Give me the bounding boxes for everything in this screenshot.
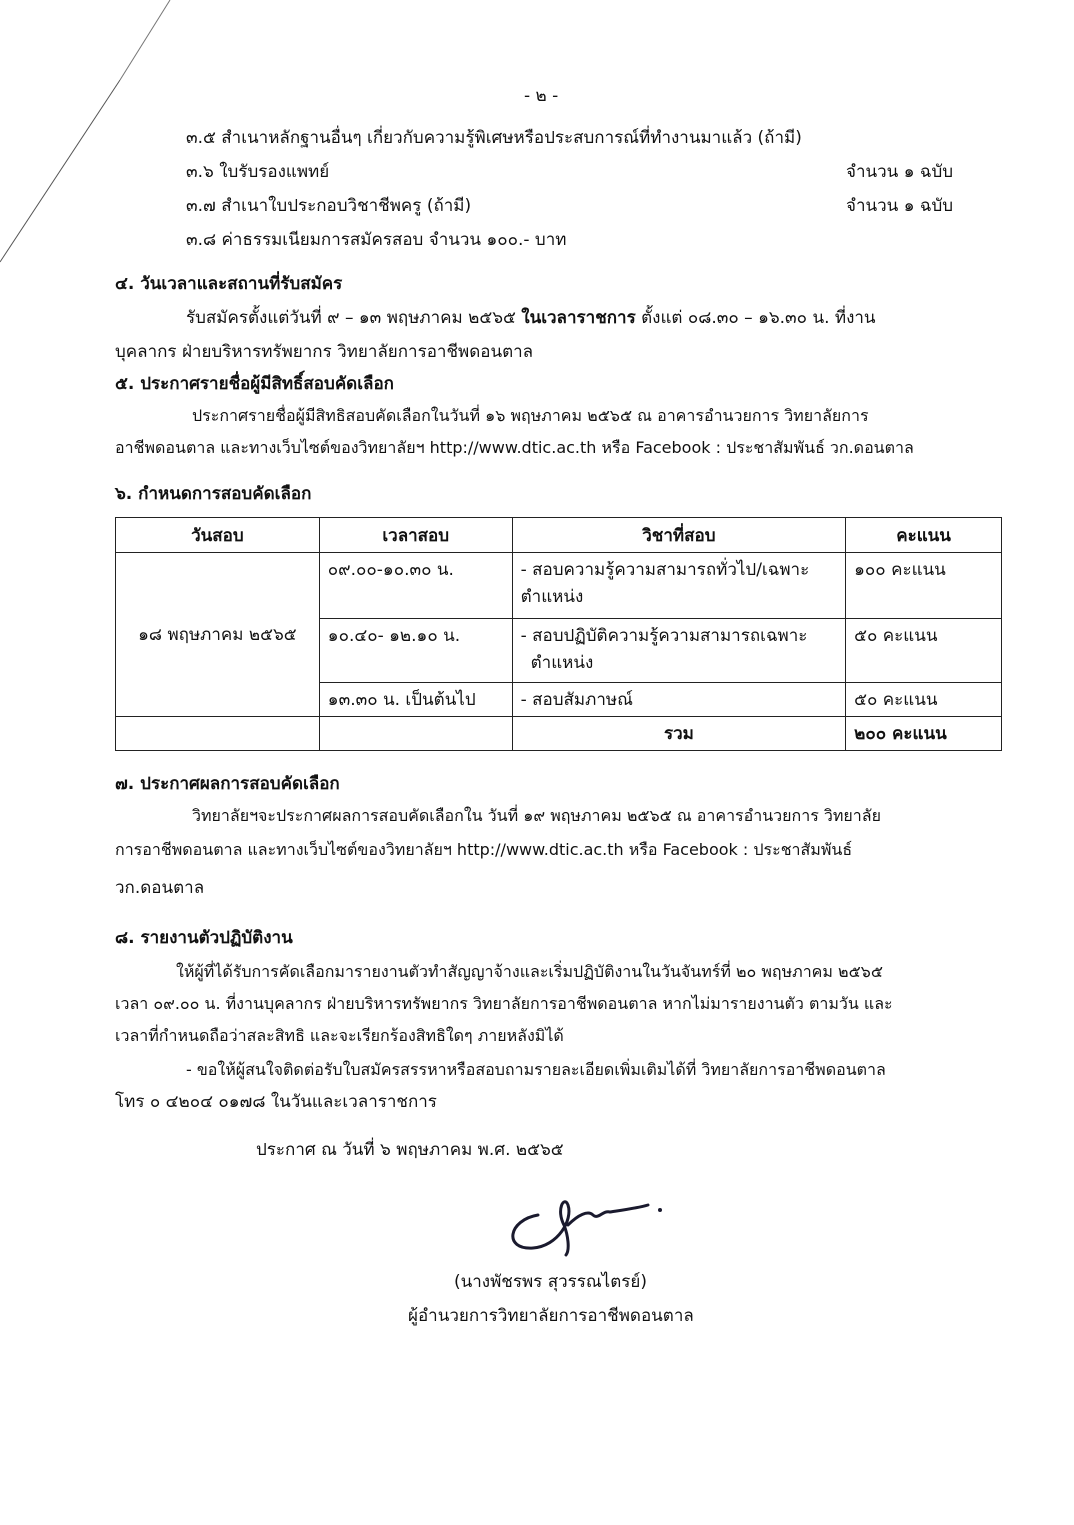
total-label: รวม	[512, 717, 846, 751]
exam-subject-cell: - สอบสัมภาษณ์	[512, 683, 846, 717]
exam-subject-cell	[512, 553, 846, 619]
announce-date: ประกาศ ณ วันที่ ๖ พฤษภาคม พ.ศ. ๒๕๖๕	[256, 1140, 564, 1160]
item-3-7-qty: จำนวน ๑ ฉบับ	[846, 196, 954, 216]
signature	[498, 1180, 678, 1260]
item-3-6: ๓.๖ ใบรับรองแพทย์	[186, 162, 330, 182]
header-exam-time: เวลาสอบ	[319, 518, 512, 553]
subject-line: - สอบความรู้ความสามารถทั่วไป/เฉพาะ	[520, 560, 810, 580]
total-score: ๒๐๐ คะแนน	[846, 717, 1002, 751]
section-8-line-5: โทร ๐ ๔๒๐๔ ๐๑๗๘ ในวันและเวลาราชการ	[115, 1092, 437, 1112]
section-8-heading: ๘. รายงานตัวปฏิบัติงาน	[115, 928, 293, 948]
section-4-line-2: บุคลากร ฝ่ายบริหารทรัพยากร วิทยาลัยการอาชีพดอนตาล	[115, 342, 534, 362]
exam-score-cell: ๕๐ คะแนน	[846, 683, 1002, 717]
signer-title: ผู้อำนวยการวิทยาลัยการอาชีพดอนตาล	[408, 1306, 694, 1326]
table-row	[116, 553, 1002, 619]
exam-date-cell: ๑๘ พฤษภาคม ๒๕๖๕	[116, 553, 320, 717]
page-number: - ๒ -	[524, 86, 559, 106]
section-6-heading: ๖. กำหนดการสอบคัดเลือก	[115, 484, 312, 504]
section-8-line-3: เวลาที่กำหนดถือว่าสละสิทธิ และจะเรียกร้องสิทธิใดๆ ภายหลังมิได้	[115, 1026, 564, 1045]
item-3-6-qty: จำนวน ๑ ฉบับ	[846, 162, 954, 182]
header-exam-score: คะแนน	[846, 518, 1002, 553]
exam-subject-cell	[512, 619, 846, 683]
signer-name: (นางพัชรพร สุวรรณไตรย์)	[454, 1272, 647, 1292]
section-7-line-2: การอาชีพดอนตาล และทางเว็บไซต์ของวิทยาลัยฯ http://www.dtic.ac.th หรือ Facebook : ประชาสัมพันธ์	[115, 840, 853, 859]
item-3-5: ๓.๕ สำเนาหลักฐานอื่นๆ เกี่ยวกับความรู้พิเศษหรือประสบการณ์ที่ทำงานมาแล้ว (ถ้ามี)	[186, 128, 802, 148]
exam-score-cell: ๕๐ คะแนน	[846, 619, 1002, 683]
table-total-row	[116, 717, 1002, 751]
section-4-office-hours: ในเวลาราชการ	[521, 308, 636, 328]
section-5-line-2: อาชีพดอนตาล และทางเว็บไซต์ของวิทยาลัยฯ http://www.dtic.ac.th หรือ Facebook : ประชาสัมพันธ์ วก.ดอนตาล	[115, 438, 914, 457]
exam-time-cell: ๐๙.๐๐-๑๐.๓๐ น.	[319, 553, 512, 619]
section-5-line-1: ประกาศรายชื่อผู้มีสิทธิสอบคัดเลือกในวันที่ ๑๖ พฤษภาคม ๒๕๖๕ ณ อาคารอำนวยการ วิทยาลัยการ	[192, 406, 869, 425]
item-3-8: ๓.๘ ค่าธรรมเนียมการสมัครสอบ จำนวน ๑๐๐.- บาท	[186, 230, 567, 250]
exam-time-cell: ๑๓.๓๐ น. เป็นต้นไป	[319, 683, 512, 717]
scan-edge-lines	[0, 0, 200, 270]
exam-time-cell: ๑๐.๔๐- ๑๒.๑๐ น.	[319, 619, 512, 683]
empty-cell	[116, 717, 320, 751]
section-8-line-1: ให้ผู้ที่ได้รับการคัดเลือกมารายงานตัวทำสัญญาจ้างและเริ่มปฏิบัติงานในวันจันทร์ที่ ๒๐ พฤษภาคม ๒๕๖๕	[176, 962, 883, 981]
item-3-7: ๓.๗ สำเนาใบประกอบวิชาชีพครู (ถ้ามี)	[186, 196, 472, 216]
section-5-heading: ๕. ประกาศรายชื่อผู้มีสิทธิ์สอบคัดเลือก	[115, 374, 394, 394]
subject-line: - สอบปฏิบัติความรู้ความสามารถเฉพาะ	[520, 626, 808, 646]
section-4-line-1	[186, 308, 876, 328]
section-8-line-2: เวลา ๐๙.๐๐ น. ที่งานบุคลากร ฝ่ายบริหารทรัพยากร วิทยาลัยการอาชีพดอนตาล หากไม่มารายงานตัว ตามวัน และ	[115, 994, 893, 1013]
section-4-line-1c: ตั้งแต่ ๐๘.๓๐ – ๑๖.๓๐ น. ที่งาน	[641, 308, 876, 328]
header-exam-date: วันสอบ	[116, 518, 320, 553]
header-exam-subject: วิชาที่สอบ	[512, 518, 846, 553]
exam-score-cell: ๑๐๐ คะแนน	[846, 553, 1002, 619]
subject-line-cont: ตำแหน่ง	[520, 587, 584, 607]
subject-line-cont: ตำแหน่ง	[530, 653, 594, 673]
exam-schedule-table	[115, 517, 1002, 751]
section-8-line-4: - ขอให้ผู้สนใจติดต่อรับใบสมัครสรรหาหรือสอบถามรายละเอียดเพิ่มเติมได้ที่ วิทยาลัยการอาชีพดอนตาล	[186, 1060, 886, 1079]
section-4-line-1a: รับสมัครตั้งแต่วันที่ ๙ – ๑๓ พฤษภาคม ๒๕๖๕	[186, 308, 516, 328]
section-7-line-1: วิทยาลัยฯจะประกาศผลการสอบคัดเลือกใน วันที่ ๑๙ พฤษภาคม ๒๕๖๕ ณ อาคารอำนวยการ วิทยาลัย	[192, 806, 881, 825]
section-4-heading: ๔. วันเวลาและสถานที่รับสมัคร	[115, 274, 343, 294]
section-7-line-3: วก.ดอนตาล	[115, 878, 205, 898]
section-7-heading: ๗. ประกาศผลการสอบคัดเลือก	[115, 774, 340, 794]
table-header-row	[116, 518, 1002, 553]
empty-cell	[319, 717, 512, 751]
